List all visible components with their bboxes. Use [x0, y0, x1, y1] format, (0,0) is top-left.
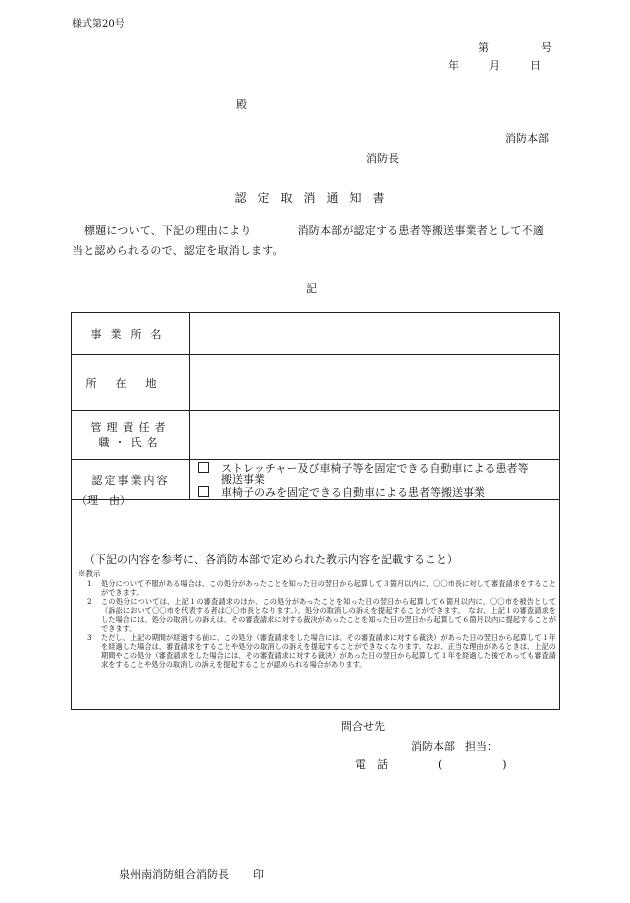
- instruction-item: [78, 597, 556, 633]
- instruction-number: 1: [87, 579, 92, 588]
- row-certified-content: [72, 460, 559, 500]
- option-stretcher-line1: ストレッチャー及び車椅子等を固定できる自動車による患者等: [221, 462, 529, 475]
- document-title: 認定取消通知書: [234, 191, 396, 205]
- row-manager: [72, 411, 559, 460]
- option-wheelchair-label: 車椅子のみを固定できる自動車による患者等搬送事業: [221, 486, 485, 499]
- contact-person: [411, 738, 498, 754]
- instruction-number: 2: [87, 597, 92, 606]
- business-name-label: 事業所名: [72, 313, 190, 354]
- instruction-heading: ※教示: [78, 569, 101, 578]
- contact-dept: 消防本部: [411, 740, 455, 753]
- chief-signature: [119, 866, 264, 882]
- option-wheelchair: [198, 486, 485, 499]
- sender-department: 消防本部: [505, 132, 549, 145]
- document-date: [448, 57, 541, 73]
- instruction-block: [78, 568, 556, 669]
- date-month: 月: [489, 59, 500, 72]
- instruction-item: [78, 633, 556, 669]
- manager-label-line2: 職・氏名: [98, 436, 163, 449]
- ki-heading: 記: [306, 282, 317, 295]
- phone-paren-open: (: [438, 758, 443, 771]
- checkbox-wheelchair[interactable]: [198, 486, 209, 497]
- date-year: 年: [448, 59, 459, 72]
- form-number: 様式第20号: [72, 19, 125, 30]
- row-business-name: [72, 313, 559, 355]
- sender-chief: 消防長: [366, 152, 399, 165]
- option-stretcher-line2: 搬送事業: [221, 473, 265, 486]
- date-day: 日: [530, 59, 541, 72]
- addressee: 殿: [236, 98, 247, 111]
- row-location: [72, 355, 559, 411]
- checkbox-stretcher[interactable]: [198, 462, 209, 473]
- manager-label-line1: 管理責任者: [90, 421, 171, 434]
- instruction-item: [78, 579, 556, 597]
- chief-name: 泉州南消防組合消防長: [119, 868, 229, 881]
- reason-label: （理 由）: [76, 494, 131, 507]
- phone-label: 電 話: [355, 758, 388, 771]
- instruction-text: 処分について不服がある場合は、この処分があったことを知った日の翌日から起算して３箇月以内に、〇〇市長に対して審査請求をすることができます。: [101, 579, 556, 597]
- body-part2: 消防本部が認定する患者等搬送事業者として不適当と認められるので、認定を取消します。: [72, 224, 544, 257]
- instruction-text: ただし、上記の期間が経過する前に、この処分（審査請求をした場合には、その審査請求に対する裁決）があった日の翌日から起算して１年を経過した場合は、審査請求をすることや処分の取消しの訴えを提起することができなくなります。なお、正当な理由があるときは、上記の期間やこの処分（審査請求をした場合には、その審査請求に対する裁決）があった日の翌日から起算して１年を経過した後であっても審査請求をすることや処分の取消しの訴えを提起することが認められる場合があります。: [101, 633, 556, 669]
- doc-no-suffix: 号: [541, 41, 552, 54]
- instruction-number: 3: [87, 633, 92, 642]
- instruction-text: この処分については、上記１の審査請求のほか、この処分があったことを知った日の翌日から起算して６箇月以内に、〇〇市を被告として（訴訟において〇〇市を代表する者は〇〇市長となります。）、処分の取消しの訴えを提起することができます。 なお、上記１の審査請求をした場合には、処分の取消しの訴えは、その審査請求に対する裁決があったことを知った日の翌日から起算して６箇月以内に提起することができます。: [101, 597, 556, 633]
- body-text: [72, 221, 552, 261]
- location-label: 所在地: [72, 355, 190, 410]
- document-number: [478, 39, 552, 55]
- certified-content-label: 認定事業内容: [72, 460, 190, 499]
- contact-staff: 担当：: [465, 740, 498, 753]
- contact-heading: 問合せ先: [341, 720, 385, 733]
- doc-no-prefix: 第: [478, 41, 489, 54]
- reason-note: （下記の内容を参考に、各消防本部で定められた教示内容を記載すること）: [84, 553, 458, 566]
- seal-mark: 印: [253, 868, 264, 881]
- phone-paren-close: ): [502, 758, 507, 771]
- body-part1: 標題について、下記の理由により: [84, 224, 252, 237]
- manager-label: [72, 411, 190, 459]
- detail-table: [71, 312, 560, 710]
- phone: [355, 756, 507, 772]
